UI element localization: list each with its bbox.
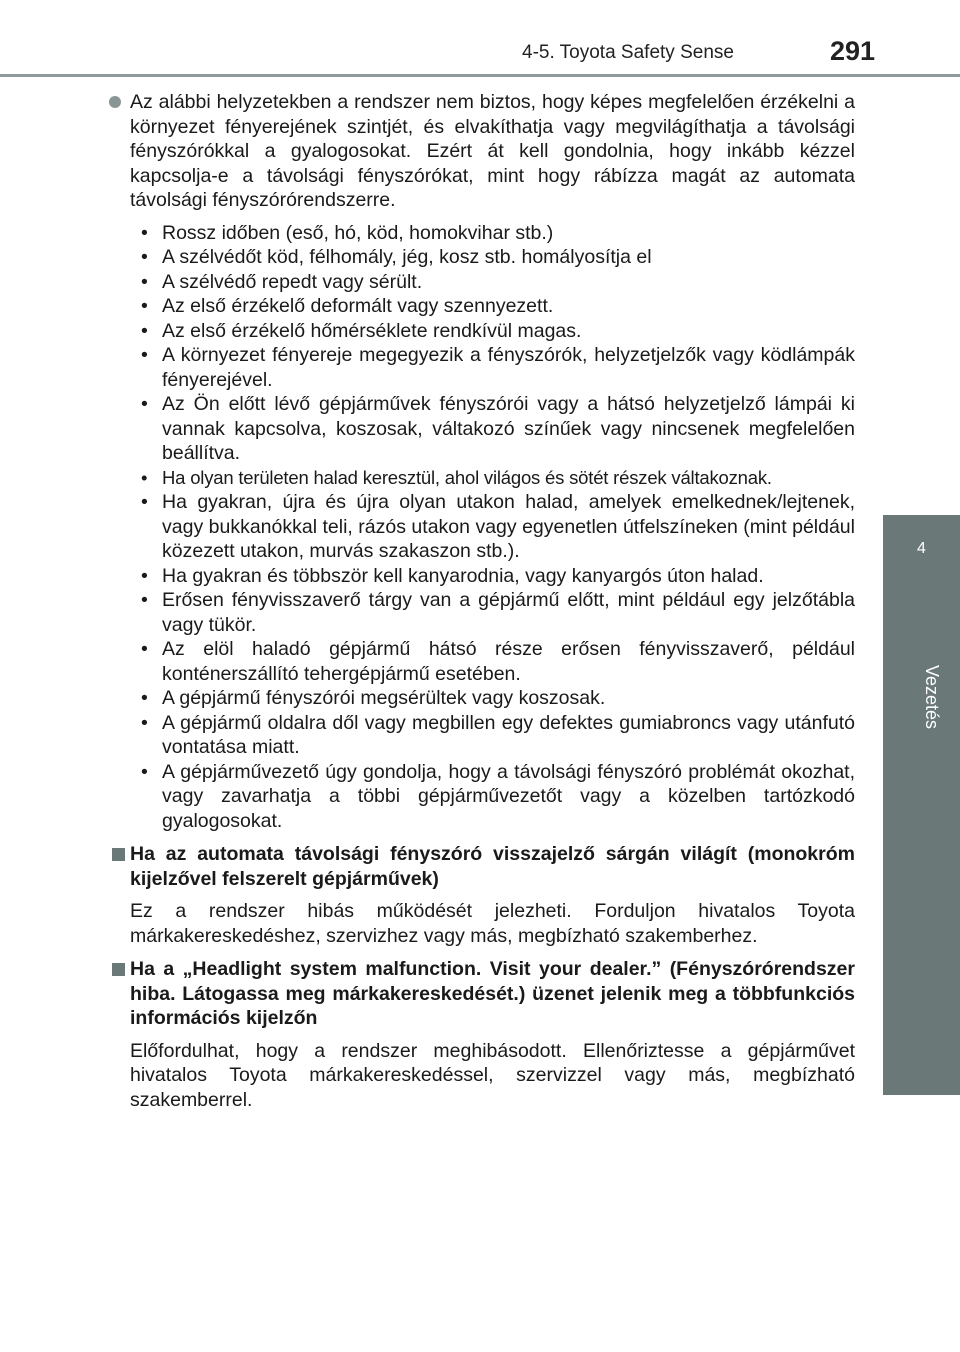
list-item: • Az első érzékelő deformált vagy szennyezett.: [138, 294, 855, 319]
list-item: • A gépjármű fényszórói megsérültek vagy koszosak.: [138, 686, 855, 711]
section-square-icon: [112, 848, 125, 861]
list-item: • Ha gyakran, újra és újra olyan utakon halad, amelyek emelkednek/lejtenek, vagy bukkanókkal teli, rázós utakon vagy egyenetlen útfelszíneken (mint például közezett utakon, murvás szakaszon stb.).: [138, 490, 855, 564]
list-item: • A szélvédő repedt vagy sérült.: [138, 270, 855, 295]
list-item: • Erősen fényvisszaverő tárgy van a gépjármű előtt, mint például egy jelzőtábla vagy tükör.: [138, 588, 855, 637]
bullet-dot-icon: [109, 96, 121, 108]
list-item: • A gépjármű oldalra dől vagy megbillen egy defektes gumiabroncs vagy utánfutó vontatása miatt.: [138, 711, 855, 760]
section-heading: Ha a „Headlight system malfunction. Visit your dealer.” (Fényszórórendszer hiba. Látogassa meg márkakereskedését.) üzenet jelenik meg a többfunkciós információs kijelzőn: [130, 958, 855, 1029]
list-item: • Ha gyakran és többször kell kanyarodnia, vagy kanyargós úton halad.: [138, 564, 855, 589]
section-square-icon: [112, 963, 125, 976]
malfunction-section: [110, 957, 855, 1112]
list-item: • Ha olyan területen halad keresztül, ahol világos és sötét részek váltakoznak.: [138, 466, 855, 491]
section-title: 4-5. Toyota Safety Sense: [522, 42, 734, 63]
list-item: • A gépjárművezető úgy gondolja, hogy a távolsági fényszóró problémát okozhat, vagy zavarhatja a többi gépjárművezetőt vagy a közelben tartózkodó gyalogosokat.: [138, 760, 855, 834]
chapter-label: Vezetés: [922, 665, 942, 730]
list-item: • Az Ön előtt lévő gépjárművek fényszórói vagy a hátsó helyzetjelző lámpái ki vannak kapcsolva, koszosak, váltakozó színűek vagy nincsenek megfelelően beállítva.: [138, 392, 855, 466]
section-body: Ez a rendszer hibás működését jelezheti. Forduljon hivatalos Toyota márkakereskedéshez, szervizhez vagy más, megbízható szakemberhez.: [130, 900, 855, 947]
indicator-section: [110, 842, 855, 948]
header-divider: [0, 74, 960, 77]
list-item: • A szélvédőt köd, félhomály, jég, kosz stb. homályosítja el: [138, 245, 855, 270]
conditions-list: [110, 221, 855, 834]
intro-paragraph: Az alábbi helyzetekben a rendszer nem biztos, hogy képes megfelelően érzékelni a környezet fényerejének szintjét, és elvakíthatja vagy megvilágíthatja a távolsági fényszórókkal a gyalogosokat. Ezért át kell gondolnia, hogy inkább kézzel kapcsolja-e a távolsági fényszórókat, mint hogy rábízza magát az automata távolsági fényszórórendszerre.: [130, 91, 855, 211]
list-item: • Az első érzékelő hőmérséklete rendkívül magas.: [138, 319, 855, 344]
chapter-number: 4: [917, 540, 926, 557]
list-item: • A környezet fényereje megegyezik a fényszórók, helyzetjelzők vagy ködlámpák fényerejével.: [138, 343, 855, 392]
page-content: [110, 90, 855, 1112]
chapter-tab: [883, 515, 960, 1095]
page-number: 291: [830, 36, 876, 66]
section-heading: Ha az automata távolsági fényszóró visszajelző sárgán világít (monokróm kijelzővel felszerelt gépjárművek): [130, 843, 855, 890]
list-item: • Rossz időben (eső, hó, köd, homokvihar stb.): [138, 221, 855, 246]
intro-block: [110, 90, 855, 213]
list-item: • Az elöl haladó gépjármű hátsó része erősen fényvisszaverő, például konténerszállító tehergépjármű esetében.: [138, 637, 855, 686]
section-body: Előfordulhat, hogy a rendszer meghibásodott. Ellenőriztesse a gépjárművet hivatalos Toyota márkakereskedéssel, szervizzel vagy más, megbízható szakemberrel.: [130, 1039, 855, 1111]
